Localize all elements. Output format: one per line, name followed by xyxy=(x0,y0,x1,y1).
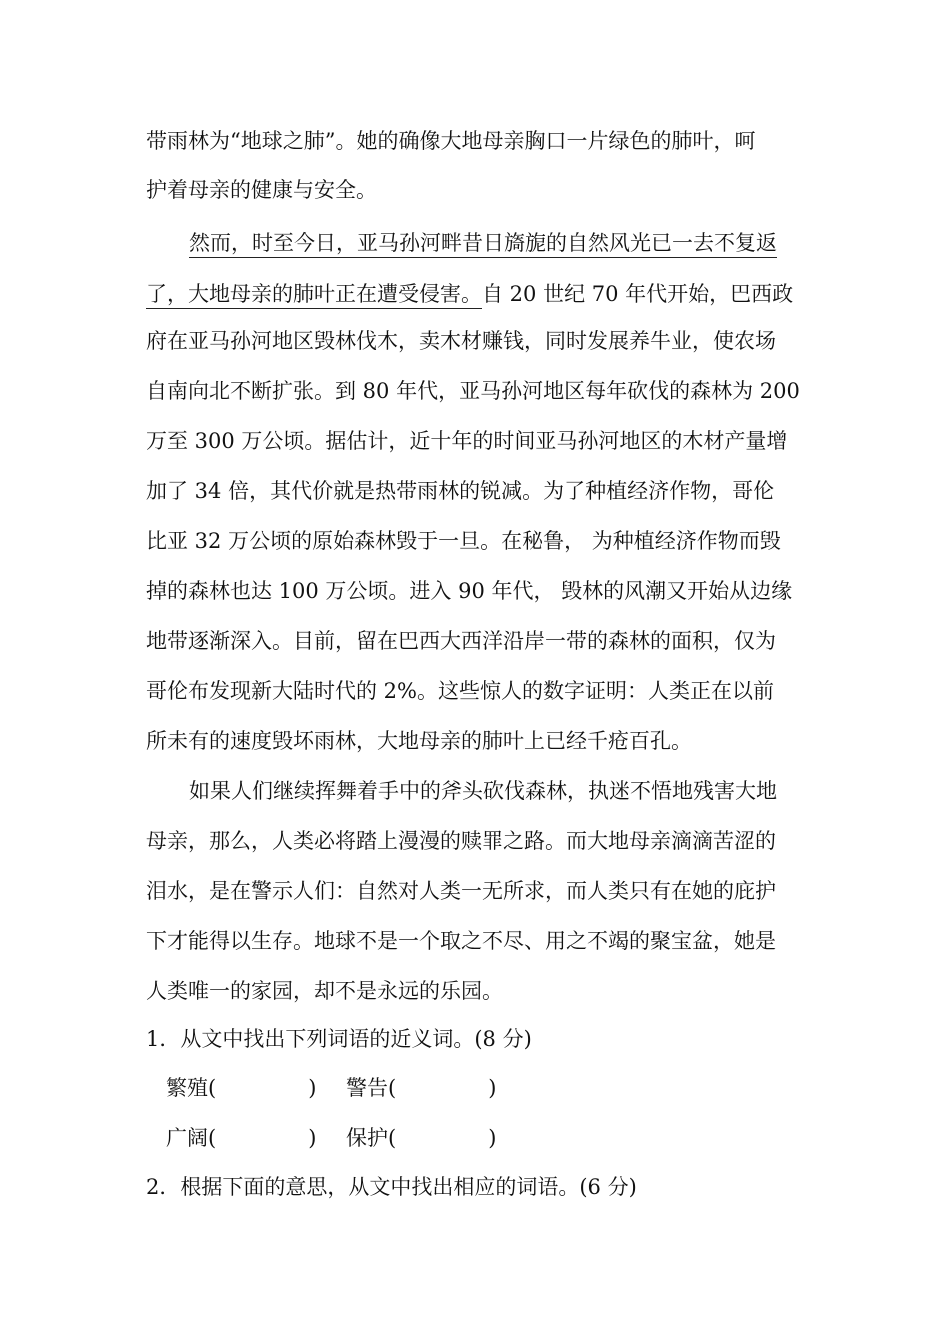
para2-line-11: 所未有的速度毁坏雨林，大地母亲的肺叶上已经千疮百孔。 xyxy=(146,729,692,753)
para2-line-6: 加了 34 倍，其代价就是热带雨林的锐减。为了种植经济作物，哥伦 xyxy=(146,479,775,503)
para2-line-8: 掉的森林也达 100 万公顷。进入 90 年代， 毁林的风潮又开始从边缘 xyxy=(146,579,793,603)
para3-line-3: 泪水，是在警示人们：自然对人类一无所求，而人类只有在她的庇护 xyxy=(146,879,776,903)
para3-line-2: 母亲，那么，人类必将踏上漫漫的赎罪之路。而大地母亲滴滴苦涩的 xyxy=(146,829,776,853)
q1-item-jinggao: 警告( ) xyxy=(346,1076,497,1100)
para2-line-9: 地带逐渐深入。目前，留在巴西大西洋沿岸一带的森林的面积，仅为 xyxy=(146,629,776,653)
q1-item-word: 繁殖 xyxy=(166,1076,208,1100)
question-2-prompt: 2．根据下面的意思，从文中找出相应的词语。(6 分) xyxy=(146,1175,637,1199)
para2-line-5: 万至 300 万公顷。据估计，近十年的时间亚马孙河地区的木材产量增 xyxy=(146,429,788,453)
para2-line-4: 自南向北不断扩张。到 80 年代，亚马孙河地区每年砍伐的森林为 200 xyxy=(146,379,800,403)
q1-item-baohu: 保护( ) xyxy=(346,1126,497,1150)
para3-line-4: 下才能得以生存。地球不是一个取之不尽、用之不竭的聚宝盆，她是 xyxy=(146,929,776,953)
underlined-sentence-part-2: 了，大地母亲的肺叶正在遭受侵害。 xyxy=(146,282,482,309)
q1-item-fanzhi: 繁殖( ) xyxy=(166,1076,317,1100)
underlined-sentence-part-1: 然而，时至今日，亚马孙河畔昔日旖旎的自然风光已一去不复返 xyxy=(189,231,777,258)
para1-line-2: 护着母亲的健康与安全。 xyxy=(146,178,377,202)
q1-item-word: 广阔 xyxy=(166,1126,208,1150)
para3-line-5: 人类唯一的家园，却不是永远的乐园。 xyxy=(146,979,503,1003)
para2-line-1 xyxy=(189,229,777,257)
q1-item-guangkuo: 广阔( ) xyxy=(166,1126,317,1150)
question-1-prompt: 1．从文中找出下列词语的近义词。(8 分) xyxy=(146,1027,532,1051)
para2-line-7: 比亚 32 万公顷的原始森林毁于一旦。在秘鲁， 为种植经济作物而毁 xyxy=(146,529,781,553)
q1-item-word: 警告 xyxy=(346,1076,388,1100)
para2-line-10: 哥伦布发现新大陆时代的 2%。这些惊人的数字证明：人类正在以前 xyxy=(146,679,774,703)
q1-item-word: 保护 xyxy=(346,1126,388,1150)
para2-line-2 xyxy=(146,280,793,308)
para3-line-1: 如果人们继续挥舞着手中的斧头砍伐森林，执迷不悟地残害大地 xyxy=(189,779,777,803)
para2-line-2-rest: 自 20 世纪 70 年代开始，巴西政 xyxy=(482,282,794,306)
para1-line-1: 带雨林为“地球之肺”。她的确像大地母亲胸口一片绿色的肺叶，呵 xyxy=(146,129,756,153)
para2-line-3: 府在亚马孙河地区毁林伐木，卖木材赚钱，同时发展养牛业，使农场 xyxy=(146,329,776,353)
